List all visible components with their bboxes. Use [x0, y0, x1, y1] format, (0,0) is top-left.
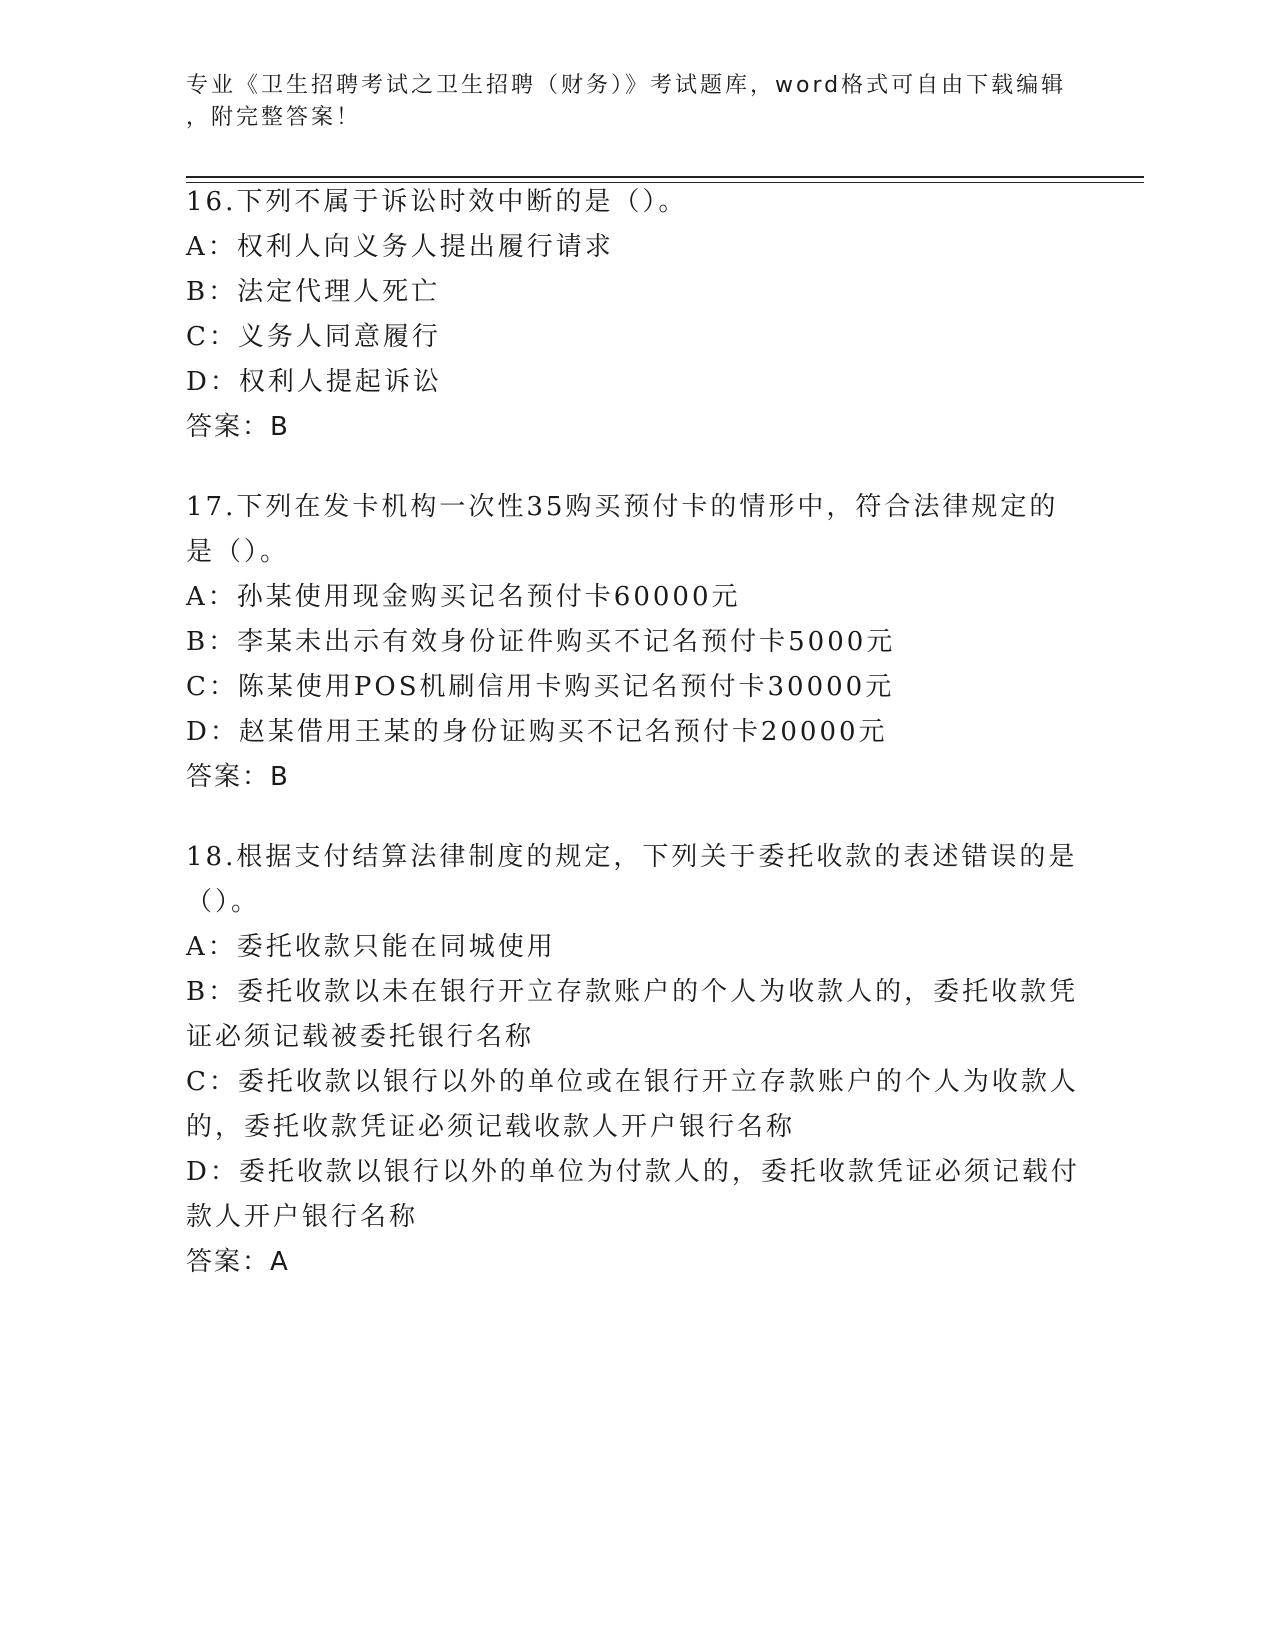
option-d: D：委托收款以银行以外的单位为付款人的，委托收款凭证必须记载付	[186, 1157, 1080, 1187]
option-b: B：李某未出示有效身份证件购买不记名预付卡5000元	[186, 627, 896, 657]
document-header	[186, 70, 1086, 134]
question-stem: 17.下列在发卡机构一次性35购买预付卡的情形中，符合法律规定的	[186, 492, 1059, 522]
header-line-2: ，附完整答案！	[186, 105, 362, 130]
question-stem-cont: 是（）。	[186, 537, 290, 567]
option-c: C：陈某使用POS机刷信用卡购买记名预付卡30000元	[186, 672, 895, 702]
option-b: B：委托收款以未在银行开立存款账户的个人为收款人的，委托收款凭	[186, 977, 1079, 1007]
header-divider-thick	[186, 176, 1144, 178]
option-a: A：孙某使用现金购买记名预付卡60000元	[186, 582, 741, 612]
question-stem-cont: （）。	[186, 887, 261, 917]
question-18	[186, 835, 1080, 1285]
option-c-cont: 的，委托收款凭证必须记载收款人开户银行名称	[186, 1112, 796, 1142]
answer: 答案：A	[186, 1247, 290, 1277]
option-b-cont: 证必须记载被委托银行名称	[186, 1022, 535, 1052]
option-c: C：委托收款以银行以外的单位或在银行开立存款账户的个人为收款人	[186, 1067, 1079, 1097]
answer: 答案：B	[186, 762, 290, 792]
option-d-cont: 款人开户银行名称	[186, 1202, 419, 1232]
option-a: A：委托收款只能在同城使用	[186, 932, 556, 962]
question-16	[186, 180, 1066, 450]
option-a: A：权利人向义务人提出履行请求	[186, 232, 614, 262]
option-c: C：义务人同意履行	[186, 322, 441, 352]
option-d: D：权利人提起诉讼	[186, 367, 442, 397]
header-line-1: 专业《卫生招聘考试之卫生招聘（财务）》考试题库，word格式可自由下载编辑	[186, 73, 1067, 98]
question-stem: 16.下列不属于诉讼时效中断的是（）。	[186, 187, 688, 217]
option-d: D：赵某借用王某的身份证购买不记名预付卡20000元	[186, 717, 888, 747]
answer: 答案：B	[186, 412, 290, 442]
option-b: B：法定代理人死亡	[186, 277, 441, 307]
question-stem: 18.根据支付结算法律制度的规定，下列关于委托收款的表述错误的是	[186, 842, 1078, 872]
question-17	[186, 485, 1066, 800]
